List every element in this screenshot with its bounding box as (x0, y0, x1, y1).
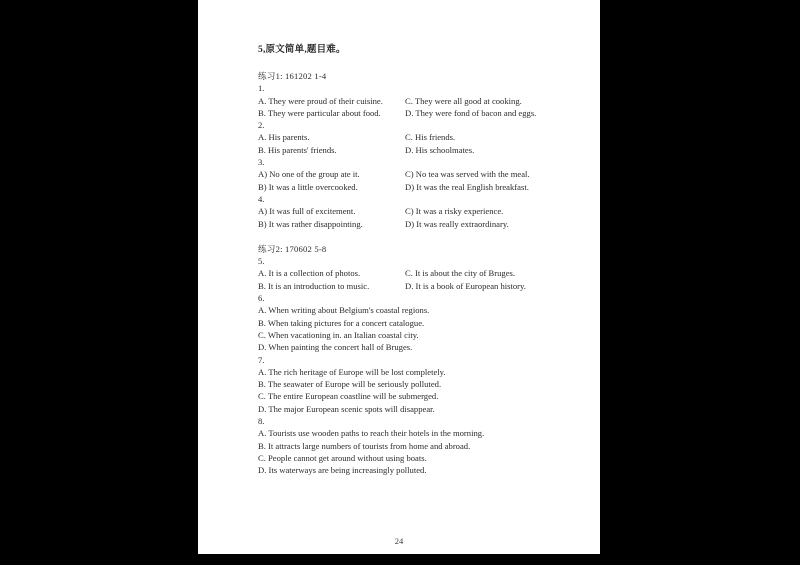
option-left: A. They were proud of their cuisine. (258, 95, 383, 106)
option-right: C. They were all good at cooking. (405, 95, 522, 106)
option-right: D. His schoolmates. (405, 144, 475, 155)
option-left: A) No one of the group ate it. (258, 169, 360, 180)
document-page (198, 0, 600, 554)
option-right: C) It was a risky experience. (405, 206, 504, 217)
option-line: D. Its waterways are being increasingly polluted. (258, 465, 427, 476)
option-line (258, 168, 586, 180)
option-left: B. His parents' friends. (258, 144, 337, 155)
option-line (258, 107, 586, 119)
page-number: 24 (394, 536, 404, 546)
option-line: A. The rich heritage of Europe will be lost completely. (258, 366, 446, 377)
option-line: C. When vacationing in. an Italian coastal city. (258, 329, 419, 340)
question-number: 1. (258, 83, 265, 94)
option-line (258, 267, 586, 279)
option-line (258, 181, 586, 193)
question-number: 3. (258, 157, 265, 168)
question-number: 2. (258, 120, 265, 131)
option-left: A) It was full of excitement. (258, 206, 356, 217)
option-line: A. Tourists use wooden paths to reach their hotels in the morning. (258, 428, 485, 439)
exercise-title: 练习2: 170602 5-8 (258, 243, 327, 254)
option-line (258, 218, 586, 230)
option-line (258, 95, 586, 107)
option-left: A. His parents. (258, 132, 310, 143)
option-right: C. It is about the city of Bruges. (405, 268, 516, 279)
option-line: B. It attracts large numbers of tourists from home and abroad. (258, 440, 471, 451)
option-left: B) It was rather disappointing. (258, 218, 363, 229)
option-right: C. His friends. (405, 132, 456, 143)
note-heading: 5,原文简单,题目难。 (258, 45, 346, 55)
option-left: B. They were particular about food. (258, 107, 381, 118)
option-line: D. When painting the concert hall of Bruges. (258, 342, 413, 353)
option-right: D) It was the real English breakfast. (405, 181, 529, 192)
option-left: B. It is an introduction to music. (258, 280, 370, 291)
question-number: 4. (258, 193, 265, 204)
page-content (258, 44, 586, 477)
option-line: B. The seawater of Europe will be seriously polluted. (258, 379, 442, 390)
question-blocks (258, 70, 586, 477)
option-line: C. People cannot get around without using boats. (258, 452, 427, 463)
option-line: D. The major European scenic spots will disappear. (258, 403, 435, 414)
option-right: C) No tea was served with the meal. (405, 169, 530, 180)
option-line (258, 144, 586, 156)
question-number: 8. (258, 416, 265, 427)
question-number: 7. (258, 354, 265, 365)
option-left: B) It was a little overcooked. (258, 181, 358, 192)
option-line (258, 205, 586, 217)
question-number: 5. (258, 256, 265, 267)
option-line: A. When writing about Belgium's coastal regions. (258, 305, 430, 316)
option-line: B. When taking pictures for a concert catalogue. (258, 317, 425, 328)
option-right: D. It is a book of European history. (405, 280, 526, 291)
option-line (258, 280, 586, 292)
question-number: 6. (258, 293, 265, 304)
option-right: D. They were fond of bacon and eggs. (405, 107, 537, 118)
exercise-title: 练习1: 161202 1-4 (258, 71, 327, 81)
option-line (258, 131, 586, 143)
option-right: D) It was really extraordinary. (405, 218, 509, 229)
option-line: C. The entire European coastline will be submerged. (258, 391, 439, 402)
option-left: A. It is a collection of photos. (258, 268, 361, 279)
